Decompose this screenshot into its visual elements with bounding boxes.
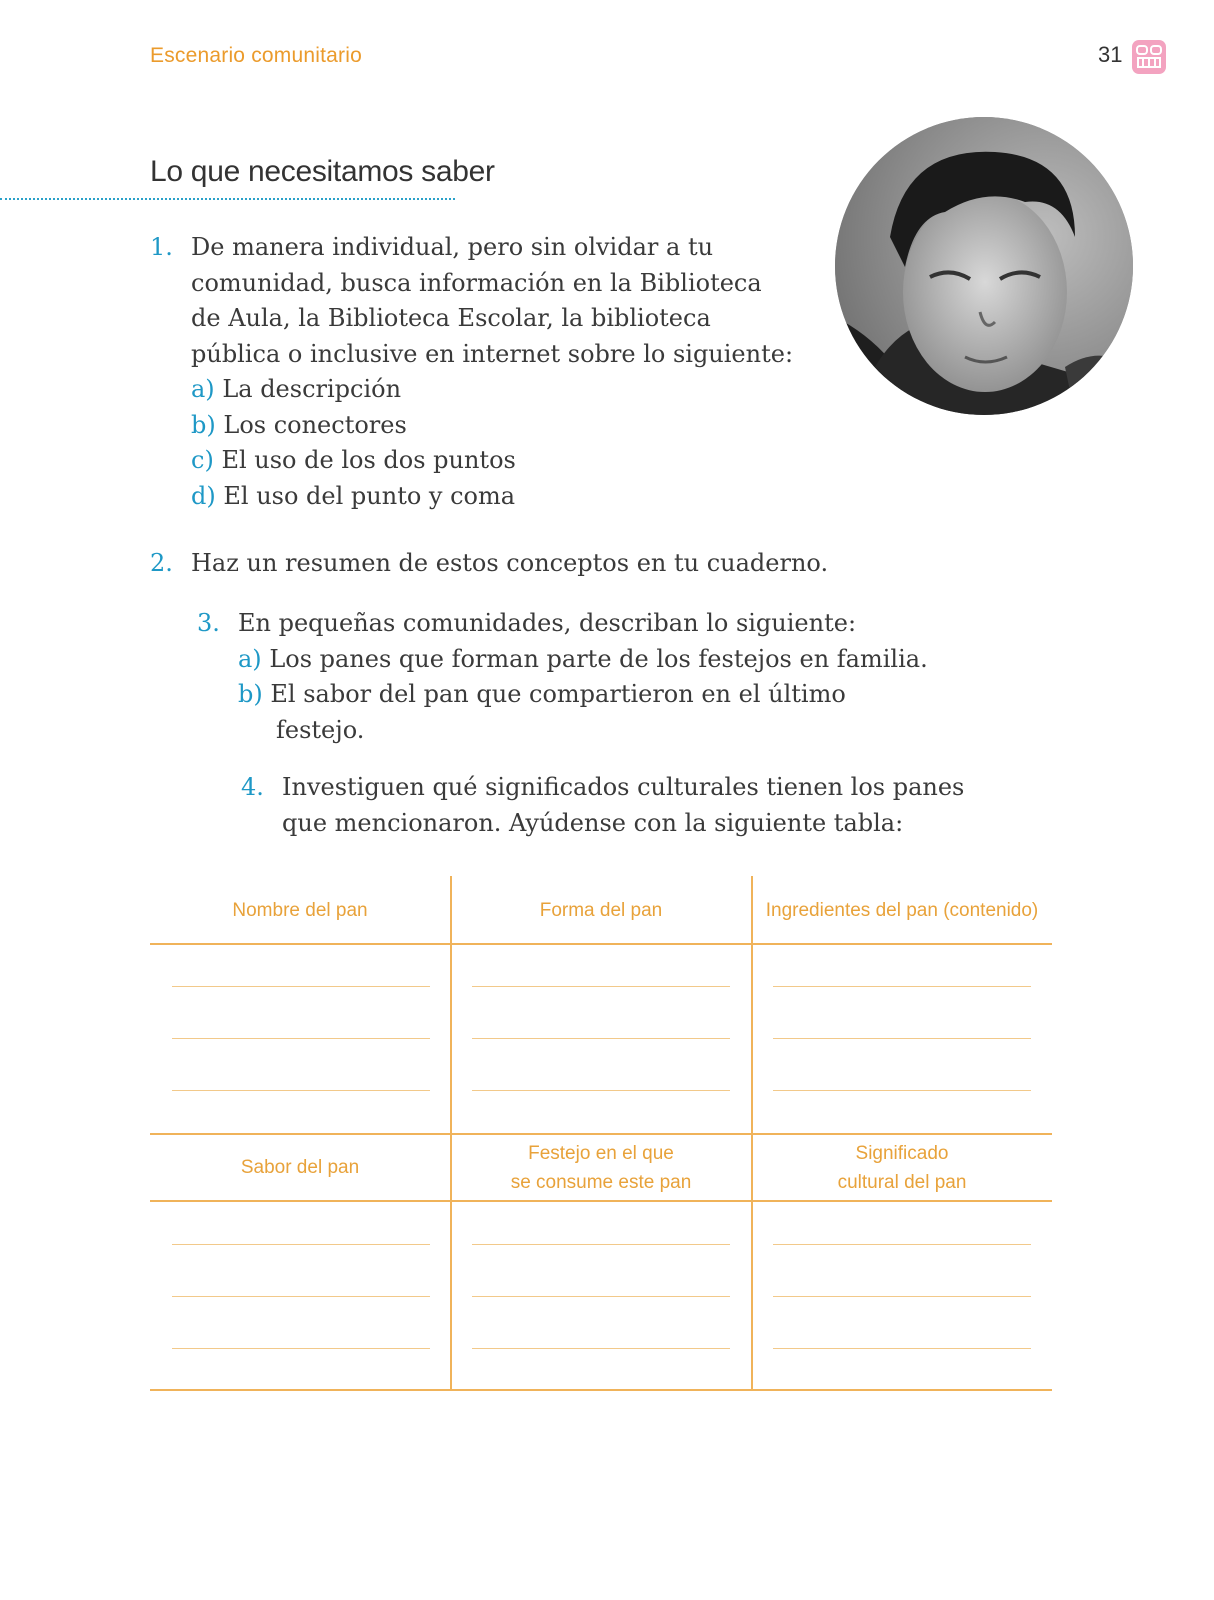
table-header-cell: [752, 1139, 1052, 1197]
header-line: se consume este pan: [510, 1172, 692, 1193]
table-rule: [150, 1133, 1052, 1135]
activity-text: de Aula, la Biblioteca Escolar, la biblioteca: [191, 304, 711, 332]
activity-number: 3.: [197, 609, 220, 637]
sub-item-text: La descripción: [222, 375, 402, 403]
glyph-icon: [1132, 40, 1166, 74]
table-rule: [150, 943, 1052, 945]
table-column-divider: [751, 876, 753, 1390]
writing-line[interactable]: [472, 986, 730, 987]
sub-item-text: Los conectores: [223, 410, 407, 439]
writing-line[interactable]: [773, 1348, 1031, 1349]
table-rule: [150, 1389, 1052, 1391]
header-line: cultural del pan: [837, 1172, 967, 1193]
sub-item-text: festejo.: [276, 715, 365, 744]
writing-line[interactable]: [773, 1296, 1031, 1297]
writing-line[interactable]: [472, 1038, 730, 1039]
writing-line[interactable]: [472, 1296, 730, 1297]
activity-text: En pequeñas comunidades, describan lo siguiente:: [238, 609, 857, 637]
activity-number: 1.: [150, 233, 173, 261]
sub-item-letter: d): [191, 481, 216, 510]
sub-item-letter: c): [191, 446, 214, 474]
child-reading-photo: [835, 117, 1133, 415]
sub-item: [191, 443, 830, 479]
table-header-cell: [150, 1153, 450, 1182]
activity-text: Haz un resumen de estos conceptos en tu cuaderno.: [191, 549, 829, 577]
sub-item: [191, 372, 830, 408]
sub-item: [191, 408, 830, 444]
writing-line[interactable]: [773, 1090, 1031, 1091]
activity-text: De manera individual, pero sin olvidar a tu: [191, 233, 714, 261]
sub-item-text: El uso del punto y coma: [223, 481, 516, 510]
sub-item-text: El uso de los dos puntos: [221, 446, 516, 474]
activity-2: [150, 546, 1050, 582]
title-divider: [0, 198, 455, 200]
activity-number: 2.: [150, 549, 173, 577]
sub-item-text: Los panes que forman parte de los festejos en familia.: [269, 644, 928, 673]
writing-line[interactable]: [172, 1244, 430, 1245]
writing-line[interactable]: [472, 1090, 730, 1091]
activity-1: [150, 230, 830, 514]
table-header-cell: Ingredientes del pan (contenido): [765, 900, 1039, 921]
table-rule: [150, 1200, 1052, 1202]
writing-line[interactable]: [172, 1348, 430, 1349]
header-line: Significado: [855, 1143, 949, 1164]
sub-item-letter: b): [191, 410, 216, 439]
activity-text: Investiguen qué significados culturales tienen los panes: [282, 773, 965, 801]
sub-item: [238, 677, 1097, 713]
writing-line[interactable]: [773, 1038, 1031, 1039]
sub-item: [238, 642, 1097, 678]
table-column-divider: [450, 876, 452, 1390]
writing-line[interactable]: [472, 1244, 730, 1245]
writing-line[interactable]: [773, 986, 1031, 987]
table-header-cell: [451, 1139, 751, 1197]
writing-line[interactable]: [172, 1090, 430, 1091]
section-title: Lo que necesitamos saber: [150, 155, 495, 188]
sub-item-text: El sabor del pan que compartieron en el último: [270, 680, 846, 708]
sub-item: [191, 479, 830, 515]
writing-line[interactable]: [172, 1038, 430, 1039]
activity-number: 4.: [241, 773, 264, 801]
running-header: Escenario comunitario: [150, 44, 362, 67]
table-header-cell: Forma del pan: [539, 900, 663, 921]
activity-text: que mencionaron. Ayúdense con la siguiente tabla:: [282, 808, 904, 837]
writing-line[interactable]: [172, 1296, 430, 1297]
page-number: 31: [1098, 42, 1123, 67]
writing-line[interactable]: [172, 986, 430, 987]
sub-item-letter: a): [238, 644, 262, 673]
header-line: Festejo en el que: [528, 1143, 674, 1164]
activity-text: comunidad, busca información en la Biblioteca: [191, 268, 762, 297]
writing-line[interactable]: [472, 1348, 730, 1349]
header-line: Sabor del pan: [240, 1157, 360, 1178]
activity-4: [241, 770, 1141, 841]
table-header-cell: Nombre del pan: [232, 900, 368, 921]
writing-line[interactable]: [773, 1244, 1031, 1245]
activity-3: [197, 606, 1097, 748]
sub-item-letter: a): [191, 375, 215, 403]
sub-item-letter: b): [238, 680, 263, 708]
activity-text: pública o inclusive en internet sobre lo siguiente:: [191, 339, 794, 368]
